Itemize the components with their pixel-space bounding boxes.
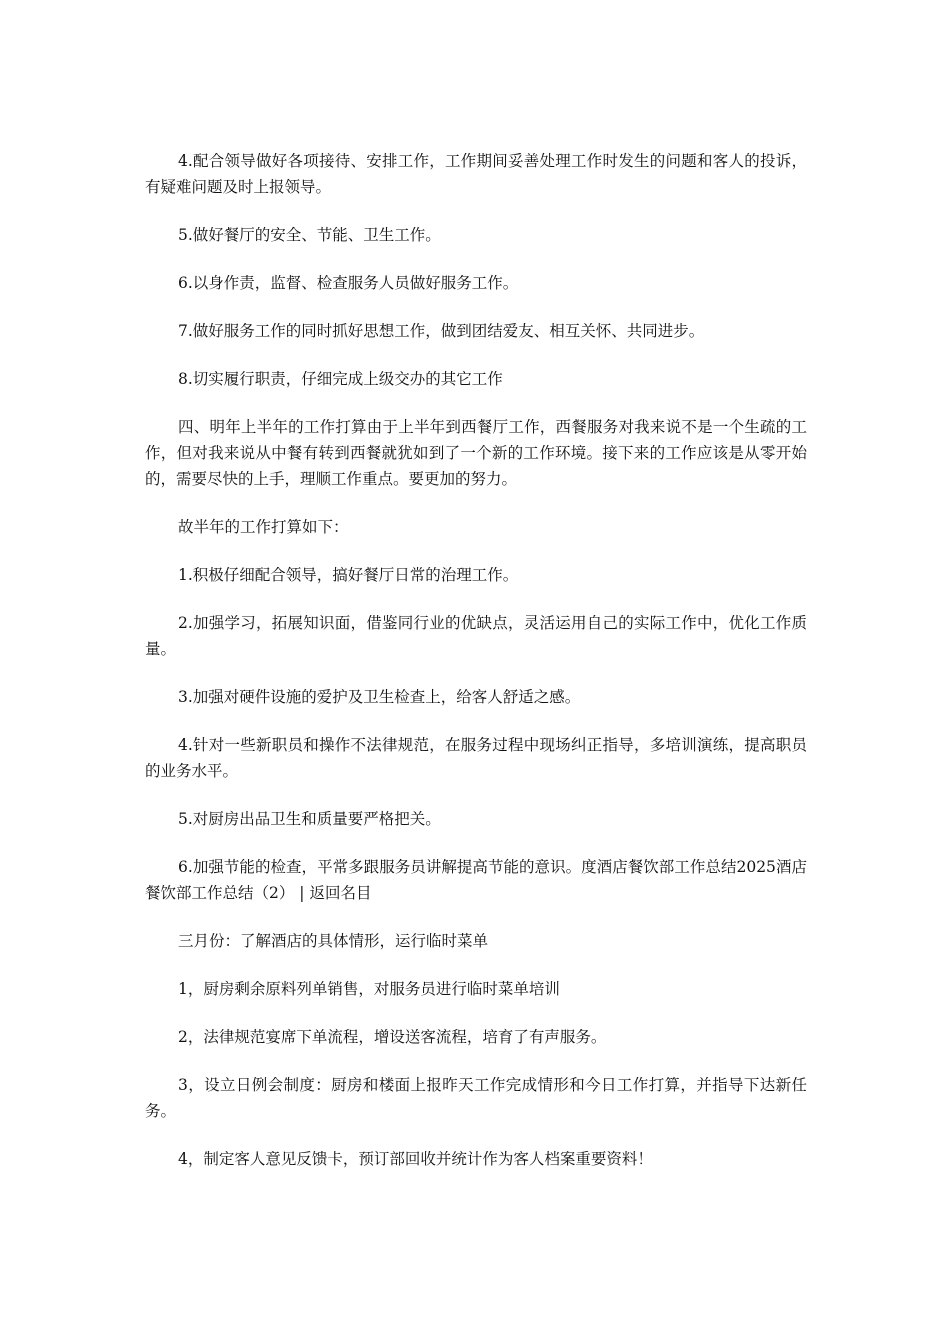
document-body (145, 148, 807, 1194)
paragraph-section-four-plan: 四、明年上半年的工作打算由于上半年到西餐厅工作，西餐服务对我来说不是一个生疏的工作，但对我来说从中餐有转到西餐就犹如到了一个新的工作环境。接下来的工作应该是从零开始的，需要尽快的上手，理顺工作重点。要更加的努力。 (145, 418, 807, 488)
paragraph-march: 三月份：了解酒店的具体情形，运行临时菜单 (178, 932, 489, 950)
paragraph-plan-1: 1.积极仔细配合领导，搞好餐厅日常的治理工作。 (178, 566, 519, 584)
paragraph-march-4: 4，制定客人意见反馈卡，预订部回收并统计作为客人档案重要资料！ (178, 1150, 653, 1168)
paragraph-march-1: 1，厨房剩余原料列单销售，对服务员进行临时菜单培训 (178, 980, 560, 998)
paragraph-item-5-safety: 5.做好餐厅的安全、节能、卫生工作。 (178, 226, 441, 244)
paragraph-plan-3: 3.加强对硬件设施的爱护及卫生检查上，给客人舒适之感。 (178, 688, 581, 706)
paragraph-item-6-supervise: 6.以身作责，监督、检查服务人员做好服务工作。 (178, 274, 519, 292)
paragraph-item-7-teamwork: 7.做好服务工作的同时抓好思想工作，做到团结爱友、相互关怀、共同进步。 (178, 322, 705, 340)
paragraph-plan-intro: 故半年的工作打算如下： (178, 518, 349, 536)
paragraph-plan-4: 4.针对一些新职员和操作不法律规范，在服务过程中现场纠正指导，多培训演练，提高职员的业务水平。 (145, 736, 807, 780)
paragraph-plan-5: 5.对厨房出品卫生和质量要严格把关。 (178, 810, 441, 828)
paragraph-item-8-duties: 8.切实履行职责，仔细完成上级交办的其它工作 (178, 370, 503, 388)
paragraph-march-3: 3，设立日例会制度：厨房和楼面上报昨天工作完成情形和今日工作打算，并指导下达新任务。 (145, 1076, 807, 1120)
paragraph-plan-6-heading: 6.加强节能的检查，平常多跟服务员讲解提高节能的意识。度酒店餐饮部工作总结2025酒店餐饮部工作总结（2） | 返回名目 (145, 858, 807, 902)
paragraph-march-2: 2，法律规范宴席下单流程，增设送客流程，培育了有声服务。 (178, 1028, 607, 1046)
paragraph-plan-2: 2.加强学习，拓展知识面，借鉴同行业的优缺点，灵活运用自己的实际工作中，优化工作质量。 (145, 614, 807, 658)
paragraph-item-4-reception: 4.配合领导做好各项接待、安排工作，工作期间妥善处理工作时发生的问题和客人的投诉，有疑难问题及时上报领导。 (145, 152, 807, 196)
